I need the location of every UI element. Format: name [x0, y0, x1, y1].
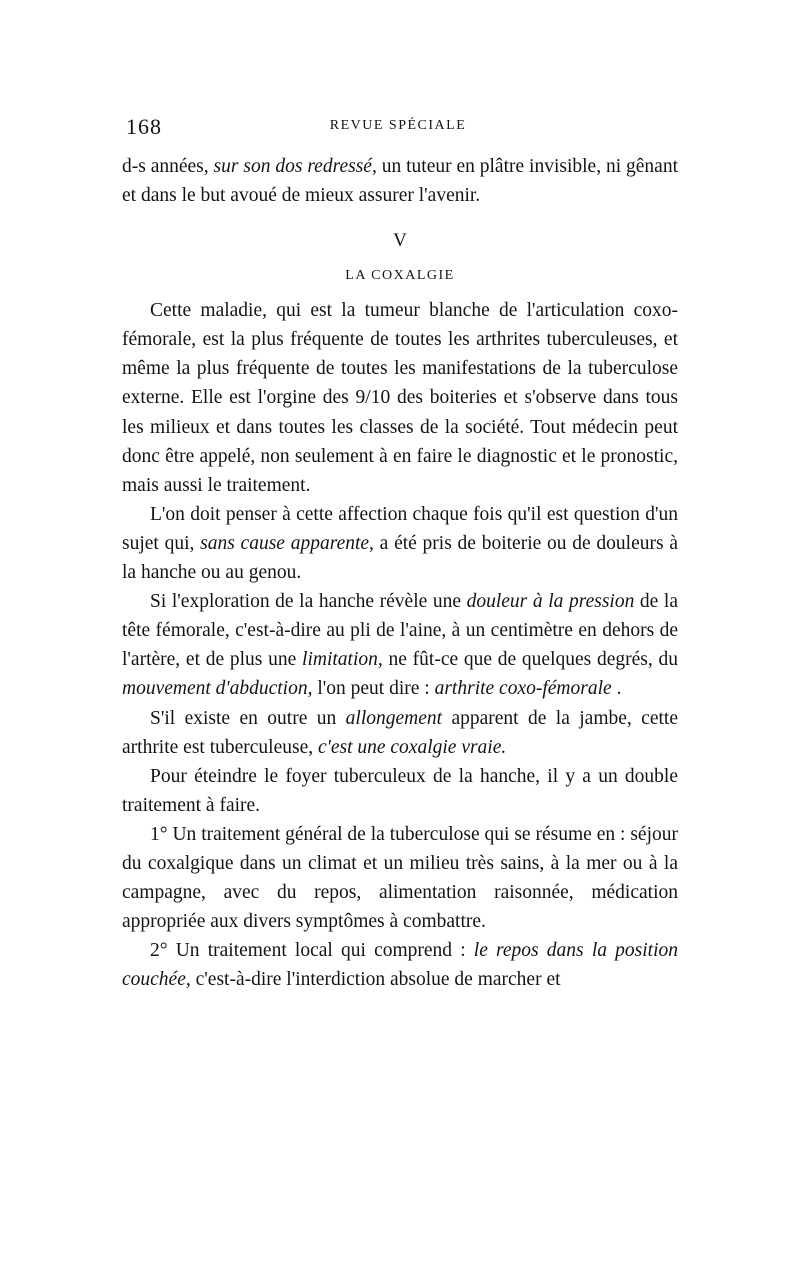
body-text	[122, 152, 678, 994]
paragraph	[122, 587, 678, 703]
italic-text: le repos dans la position couchée,	[122, 940, 678, 991]
text-run: l'on peut dire :	[312, 678, 435, 700]
text-run: d‑s années,	[122, 156, 214, 177]
text-run: ne fût-ce que de quelques degrés, du	[382, 649, 678, 671]
italic-text: sur son dos redressé,	[213, 156, 377, 177]
italic-text: c'est une coxalgie vraie.	[318, 736, 507, 758]
paragraph	[122, 820, 678, 936]
text-run: 2° Un traitement local qui comprend :	[150, 940, 474, 962]
running-title: REVUE SPÉCIALE	[329, 118, 467, 133]
text-run: de la tête fémorale, c'est-à-dire au pli de l'aine, à un centimètre en dehors de l'artère, et de plus une	[122, 591, 678, 671]
text-run: 1° Un traitement général de la tuberculose qui se résume en : séjour du coxalgique dans un climat et un milieu très sains, à la mer ou à la campagne, avec du repos, alimentation raisonnée, médication appropriée aux divers symptômes à combattre.	[122, 823, 678, 933]
text-run: c'est-à-dire l'interdiction absolue de marcher et	[190, 969, 561, 991]
paragraph	[122, 296, 678, 500]
section-title: LA COXALGIE	[345, 268, 455, 284]
italic-text: allongement	[345, 707, 443, 729]
text-run: Cette maladie, qui est la tumeur blanche de l'articulation coxo-fémorale, est la plus fréquente de toutes les arthrites tuberculeuses, et même la plus fréquente de toutes les manifestations de la tuberculose externe. Elle est l'orgine des 9/10 des boiteries et s'observe dans tous les milieux et dans toutes les classes de la société. Tout médecin peut donc être appelé, non seulement à en faire le diagnostic et le pronostic, mais aussi le traitement.	[122, 300, 678, 496]
paragraph	[122, 500, 678, 587]
text-run: Si l'exploration de la hanche révèle une	[150, 591, 467, 613]
paragraph	[122, 704, 678, 762]
paragraph	[122, 762, 678, 820]
text-run: L'on doit penser à cette affection chaque fois qu'il est question d'un sujet qui,	[122, 503, 678, 554]
page-header	[118, 114, 678, 142]
text-run: S'il existe en outre un	[150, 707, 346, 729]
italic-text: douleur à la pression	[466, 591, 635, 613]
text-run: apparent de la jambe, cette arthrite est tuberculeuse,	[122, 707, 678, 758]
italic-text: sans cause apparente,	[200, 532, 374, 554]
text-run: .	[611, 678, 622, 700]
text-run: un tuteur en plâtre invisible, ni gênant et dans le but avoué de mieux assurer l'avenir.	[122, 156, 679, 207]
paragraph	[122, 936, 678, 994]
section-numeral: V	[393, 230, 407, 252]
italic-text: arthrite coxo-fémorale	[434, 678, 612, 700]
text-run: a été pris de boiterie ou de douleurs à la hanche ou au genou.	[122, 532, 678, 584]
text-run: Pour éteindre le foyer tuberculeux de la hanche, il y a un double traitement à faire.	[122, 765, 678, 816]
italic-text: mouvement d'abduction,	[122, 678, 313, 700]
italic-text: limitation,	[302, 649, 383, 671]
page-number: 168	[126, 114, 162, 139]
paragraph	[122, 152, 678, 210]
